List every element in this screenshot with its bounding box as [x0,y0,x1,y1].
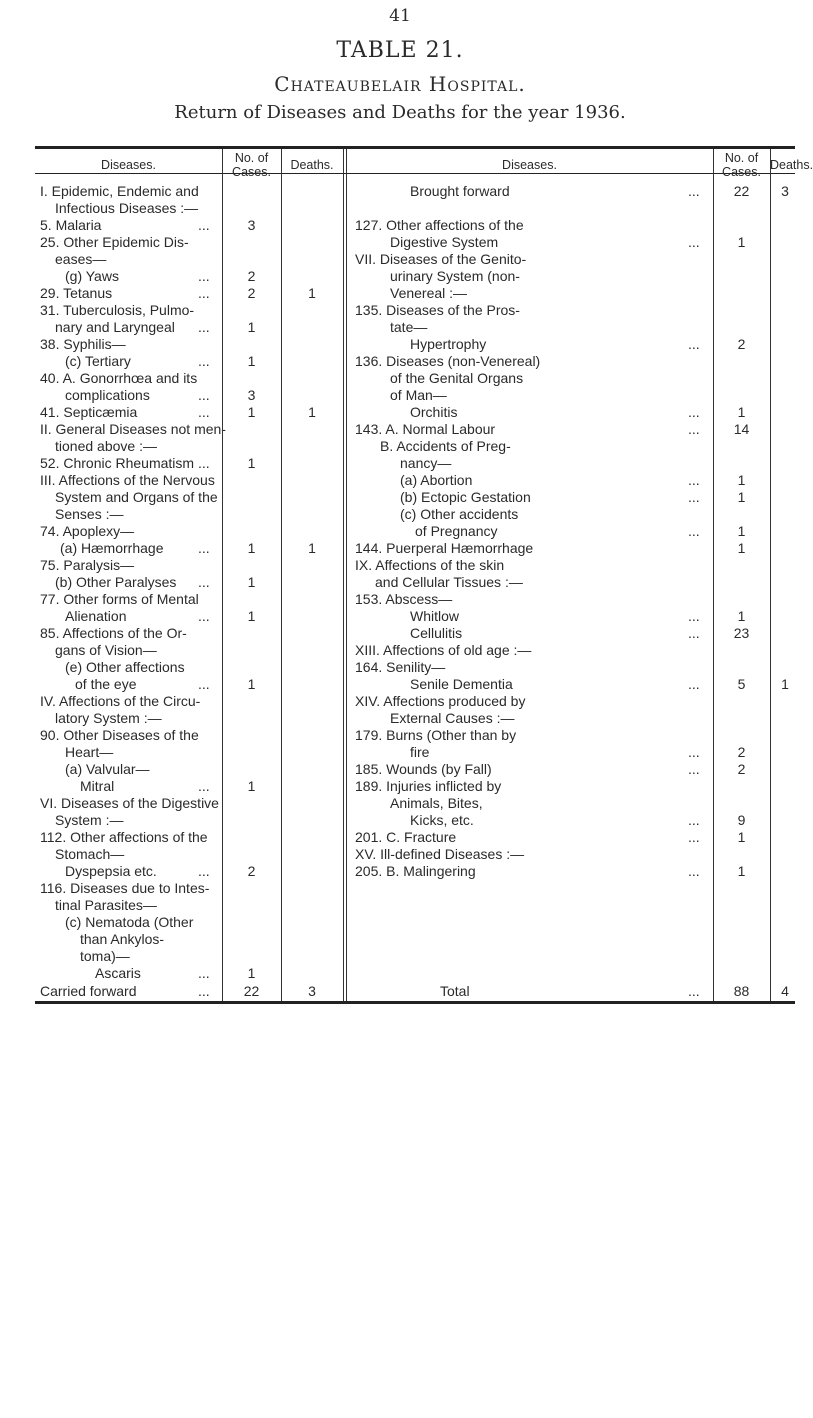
leader-dots: ... [198,863,210,879]
header-cases-left [222,151,281,179]
disease-label: 29. Tetanus [40,285,113,301]
disease-label: Cellulitis [410,625,463,641]
disease-label: 153. Abscess— [355,591,453,607]
disease-label: 205. B. Malingering [355,863,476,879]
disease-label: 52. Chronic Rheumatism [40,455,195,471]
page-number: 41 [389,6,411,26]
carried-forward-cases: 22 [243,983,260,999]
cases-value: 9 [737,812,746,828]
disease-label: VI. Diseases of the Digestive [40,795,219,811]
disease-label: System and Organs of the [55,489,218,505]
disease-label: 185. Wounds (by Fall) [355,761,492,777]
cases-value: 2 [737,761,746,777]
header-cases-line2: Cases. [232,165,271,179]
disease-label: gans of Vision— [55,642,157,658]
disease-label: nancy— [400,455,452,471]
disease-label: Orchitis [410,404,458,420]
disease-label: (g) Yaws [65,268,119,284]
header-cases-line1: No. of [234,151,269,165]
disease-label: 144. Puerperal Hæmorrhage [355,540,534,556]
disease-label: tinal Parasites— [55,897,157,913]
deaths-value: 3 [781,183,789,199]
header-cases-line2: Cases. [722,165,761,179]
disease-label: of Man— [390,387,447,403]
disease-label: Mitral [80,778,115,794]
disease-label: System :— [55,812,124,828]
cases-value: 1 [737,472,746,488]
cases-value: 2 [247,863,256,879]
cases-value: 1 [737,489,746,505]
disease-label: Digestive System [390,234,499,250]
disease-label: 85. Affections of the Or- [40,625,187,641]
header-diseases-left: Diseases. [101,158,156,172]
disease-label: tioned above :— [55,438,157,454]
leader-dots: ... [688,404,700,420]
disease-label: Venereal :— [390,285,468,301]
cases-value: 14 [733,421,750,437]
total-dots: ... [688,983,700,999]
leader-dots: ... [198,387,210,403]
cases-value: 1 [247,455,256,471]
disease-label: eases— [55,251,107,267]
leader-dots: ... [688,863,700,879]
header-cases-right [713,151,770,179]
leader-dots: ... [688,676,700,692]
table-bottom-rule [35,1001,795,1004]
leader-dots: ... [198,676,210,692]
disease-label: (e) Other affections [65,659,185,675]
cases-value: 1 [247,353,256,369]
disease-label: 164. Senility— [355,659,446,675]
disease-label: II. General Diseases not men- [40,421,226,437]
disease-label: Kicks, etc. [410,812,474,828]
cases-value: 2 [247,268,256,284]
disease-label: Infectious Diseases :— [55,200,199,216]
header-deaths-left: Deaths. [290,158,334,172]
disease-label: Animals, Bites, [390,795,483,811]
disease-label: complications [65,387,150,403]
cases-value: 22 [733,183,750,199]
leader-dots: ... [198,574,210,590]
disease-label: I. Epidemic, Endemic and [40,183,199,199]
leader-dots: ... [198,268,210,284]
disease-label: (c) Other accidents [400,506,519,522]
disease-label: 116. Diseases due to Intes- [40,880,210,896]
disease-label: XIV. Affections produced by [355,693,526,709]
disease-label: 41. Septicæmia [40,404,138,420]
disease-label: 5. Malaria [40,217,102,233]
cases-value: 1 [247,608,256,624]
header-bottom-rule [35,173,795,174]
disease-label: of Pregnancy [415,523,498,539]
divider-deaths-right [770,149,771,1001]
leader-dots: ... [688,625,700,641]
disease-label: toma)— [80,948,130,964]
cases-value: 1 [247,778,256,794]
carried-forward-deaths: 3 [308,983,316,999]
disease-label: (a) Hæmorrhage [60,540,164,556]
leader-dots: ... [688,234,700,250]
disease-label: of the eye [75,676,137,692]
leader-dots: ... [688,421,700,437]
disease-label: IV. Affections of the Circu- [40,693,201,709]
disease-label: urinary System (non- [390,268,520,284]
disease-label: (b) Other Paralyses [55,574,177,590]
leader-dots: ... [198,608,210,624]
disease-label: 31. Tuberculosis, Pulmo- [40,302,195,318]
cases-value: 1 [737,404,746,420]
carried-forward-dots: ... [198,983,210,999]
leader-dots: ... [198,965,210,981]
disease-label: 75. Paralysis— [40,557,135,573]
leader-dots: ... [198,540,210,556]
disease-label: Dyspepsia etc. [65,863,157,879]
total-deaths: 4 [781,983,789,999]
carried-forward-label: Carried forward [40,983,137,999]
leader-dots: ... [688,336,700,352]
header-diseases-right: Diseases. [502,158,557,172]
disease-label: Heart— [65,744,114,760]
disease-label: (b) Ectopic Gestation [400,489,531,505]
table-title: TABLE 21. [336,38,464,63]
cases-value: 1 [247,404,256,420]
leader-dots: ... [688,761,700,777]
cases-value: 1 [247,574,256,590]
disease-label: (a) Valvular— [65,761,150,777]
disease-label: Hypertrophy [410,336,487,352]
disease-label: latory System :— [55,710,162,726]
divider-middle-2 [346,149,347,1001]
cases-value: 1 [247,540,256,556]
cases-value: 1 [737,523,746,539]
leader-dots: ... [198,217,210,233]
cases-value: 2 [247,285,256,301]
disease-label: 127. Other affections of the [355,217,524,233]
total-cases: 88 [733,983,750,999]
cases-value: 1 [247,676,256,692]
leader-dots: ... [688,472,700,488]
divider-middle [343,149,344,1001]
disease-label: Whitlow [410,608,460,624]
leader-dots: ... [198,404,210,420]
disease-label: B. Accidents of Preg- [380,438,511,454]
deaths-value: 1 [308,404,316,420]
cases-value: 1 [737,863,746,879]
leader-dots: ... [688,523,700,539]
disease-label: Senile Dementia [410,676,513,692]
disease-label: 77. Other forms of Mental [40,591,199,607]
disease-label: XV. Ill-defined Diseases :— [355,846,525,862]
leader-dots: ... [688,812,700,828]
disease-label: fire [410,744,430,760]
leader-dots: ... [198,455,210,471]
disease-label: 179. Burns (Other than by [355,727,517,743]
disease-label: Brought forward [410,183,510,199]
deaths-value: 1 [781,676,789,692]
disease-label: nary and Laryngeal [55,319,175,335]
disease-label: and Cellular Tissues :— [375,574,523,590]
cases-value: 1 [247,319,256,335]
disease-label: of the Genital Organs [390,370,524,386]
disease-label: 74. Apoplexy— [40,523,135,539]
disease-label: 201. C. Fracture [355,829,457,845]
disease-label: 40. A. Gonorrhœa and its [40,370,198,386]
disease-label: 135. Diseases of the Pros- [355,302,520,318]
cases-value: 5 [737,676,746,692]
cases-value: 23 [733,625,750,641]
header-cases-line1: No. of [724,151,759,165]
leader-dots: ... [688,489,700,505]
disease-label: Alienation [65,608,127,624]
disease-label: (a) Abortion [400,472,473,488]
disease-label: External Causes :— [390,710,515,726]
leader-dots: ... [198,353,210,369]
disease-label: III. Affections of the Nervous [40,472,215,488]
cases-value: 2 [737,744,746,760]
disease-label: tate— [390,319,428,335]
header-deaths-right: Deaths. [770,158,813,172]
leader-dots: ... [688,608,700,624]
disease-label: 112. Other affections of the [40,829,208,845]
cases-value: 2 [737,336,746,352]
disease-label: 143. A. Normal Labour [355,421,496,437]
leader-dots: ... [198,319,210,335]
disease-label: XIII. Affections of old age :— [355,642,532,658]
disease-label: than Ankylos- [80,931,165,947]
disease-label: IX. Affections of the skin [355,557,505,573]
hospital-name: Chateaubelair Hospital. [274,72,526,96]
cases-value: 1 [247,965,256,981]
cases-value: 1 [737,234,746,250]
cases-value: 3 [247,387,256,403]
total-label: Total [440,983,470,999]
disease-label: Ascaris [95,965,141,981]
disease-label: (c) Nematoda (Other [65,914,194,930]
disease-label: 189. Injuries inflicted by [355,778,502,794]
deaths-value: 1 [308,285,316,301]
disease-label: VII. Diseases of the Genito- [355,251,527,267]
divider-deaths-left [281,149,282,1001]
table-top-rule [35,146,795,149]
disease-label: Stomach— [55,846,125,862]
leader-dots: ... [688,744,700,760]
cases-value: 1 [737,608,746,624]
disease-label: (c) Tertiary [65,353,131,369]
leader-dots: ... [198,285,210,301]
table-subtitle: Return of Diseases and Deaths for the year 1936. [174,102,626,123]
disease-label: 38. Syphilis— [40,336,126,352]
cases-value: 1 [737,829,746,845]
leader-dots: ... [688,829,700,845]
cases-value: 1 [737,540,746,556]
leader-dots: ... [688,183,700,199]
disease-label: 136. Diseases (non-Venereal) [355,353,541,369]
disease-label: Senses :— [55,506,124,522]
leader-dots: ... [198,778,210,794]
deaths-value: 1 [308,540,316,556]
disease-label: 25. Other Epidemic Dis- [40,234,189,250]
disease-label: 90. Other Diseases of the [40,727,199,743]
cases-value: 3 [247,217,256,233]
